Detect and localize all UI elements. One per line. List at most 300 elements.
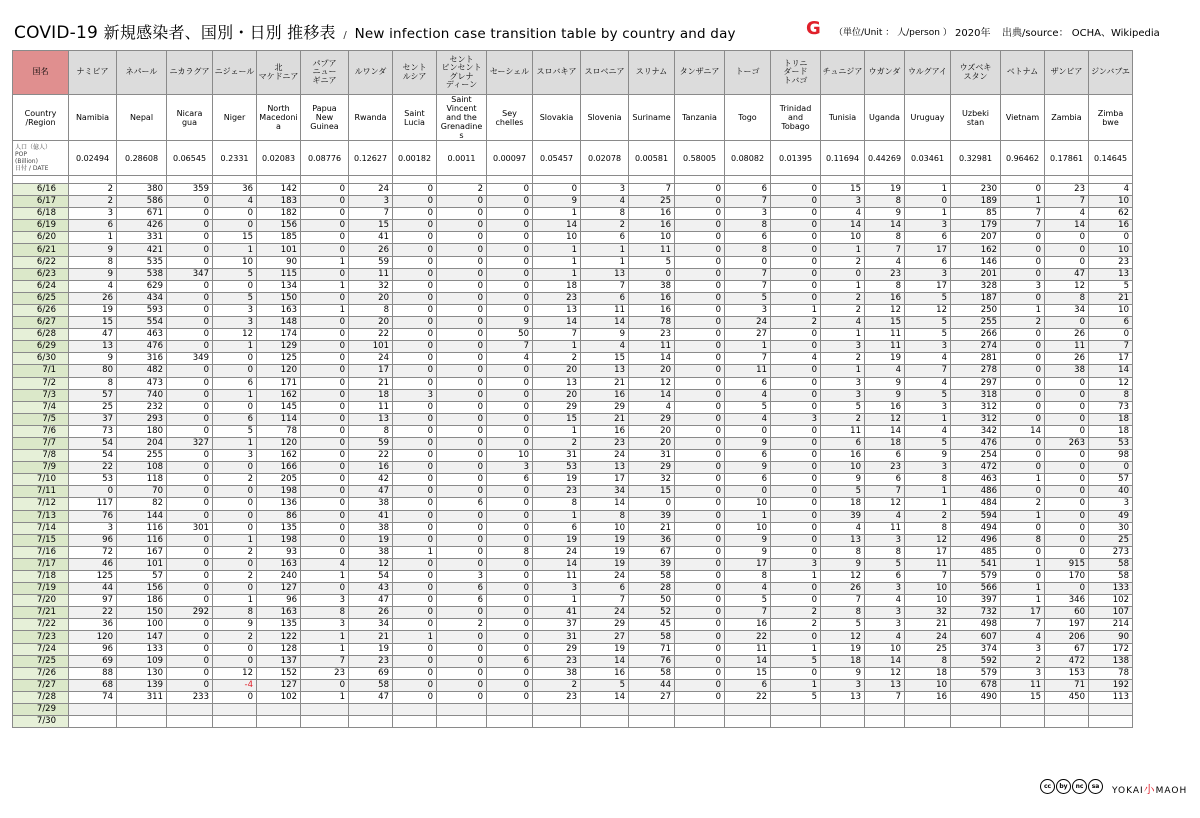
- case-count-cell: 137: [257, 655, 301, 667]
- case-count-cell: 7: [1001, 619, 1045, 631]
- case-count-cell: 0: [675, 571, 725, 583]
- case-count-cell: 3: [301, 619, 349, 631]
- case-count-cell: 206: [1045, 631, 1089, 643]
- case-count-cell: 17: [905, 546, 951, 558]
- case-count-cell: 0: [301, 474, 349, 486]
- case-count-cell: 0: [487, 256, 533, 268]
- case-count-cell: 139: [117, 679, 167, 691]
- case-count-cell: 0: [675, 655, 725, 667]
- case-count-cell: 0: [213, 353, 257, 365]
- case-count-cell: 0: [167, 474, 213, 486]
- country-name-en: Vietnam: [1001, 95, 1045, 141]
- case-count-cell: 170: [1045, 571, 1089, 583]
- case-count-cell: 13: [533, 304, 581, 316]
- page-header: [0, 0, 1200, 48]
- case-count-cell: 0: [167, 256, 213, 268]
- case-count-cell: 0: [675, 595, 725, 607]
- case-count-cell: 0: [1045, 522, 1089, 534]
- case-count-cell: 0: [487, 413, 533, 425]
- case-count-cell: 9: [865, 377, 905, 389]
- case-count-cell: 0: [771, 522, 821, 534]
- case-count-cell: 397: [951, 595, 1001, 607]
- case-count-cell: 133: [117, 643, 167, 655]
- case-count-cell: 13: [349, 413, 393, 425]
- case-count-cell: 485: [951, 546, 1001, 558]
- case-count-cell: 7: [487, 341, 533, 353]
- case-count-cell: 6: [487, 474, 533, 486]
- case-count-cell: 0: [437, 353, 487, 365]
- case-count-cell: 0: [437, 413, 487, 425]
- country-name-jp: ニジェール: [213, 51, 257, 95]
- case-count-cell: 25: [629, 196, 675, 208]
- case-count-cell: 29: [581, 619, 629, 631]
- case-count-cell: 187: [951, 292, 1001, 304]
- case-count-cell: 0: [487, 691, 533, 703]
- case-count-cell: 97: [69, 595, 117, 607]
- case-count-cell: 1: [533, 510, 581, 522]
- case-count-cell: 23: [1045, 184, 1089, 196]
- case-count-cell: 0: [301, 232, 349, 244]
- case-count-cell: 47: [69, 329, 117, 341]
- case-count-cell: 2: [771, 607, 821, 619]
- case-count-cell: 80: [69, 365, 117, 377]
- case-count-cell: 152: [257, 667, 301, 679]
- case-count-cell: 40: [1089, 486, 1133, 498]
- case-count-cell: 6: [213, 377, 257, 389]
- case-count-cell: 1: [771, 304, 821, 316]
- case-count-cell: 20: [349, 317, 393, 329]
- case-count-cell: 18: [349, 389, 393, 401]
- case-count-cell: 14: [1045, 220, 1089, 232]
- case-count-cell: 1: [301, 631, 349, 643]
- case-count-cell: 1: [393, 631, 437, 643]
- case-count-cell: 0: [393, 691, 437, 703]
- case-count-cell: 0: [393, 679, 437, 691]
- case-count-cell: 49: [1089, 510, 1133, 522]
- country-name-en: Slovakia: [533, 95, 581, 141]
- case-count-cell: 1: [1001, 583, 1045, 595]
- case-count-cell: 0: [1045, 510, 1089, 522]
- case-count-cell: 3: [865, 619, 905, 631]
- case-count-cell: 3: [821, 377, 865, 389]
- case-count-cell: 214: [1089, 619, 1133, 631]
- case-count-cell: 0: [437, 450, 487, 462]
- case-count-cell: [349, 704, 393, 716]
- case-count-cell: 0: [437, 280, 487, 292]
- case-count-cell: 57: [69, 389, 117, 401]
- case-count-cell: 109: [117, 655, 167, 667]
- case-count-cell: 201: [951, 268, 1001, 280]
- case-count-cell: 0: [167, 304, 213, 316]
- case-count-cell: 0: [393, 643, 437, 655]
- case-count-cell: 0: [487, 631, 533, 643]
- case-count-cell: 21: [581, 413, 629, 425]
- brand-logo: [1112, 781, 1187, 797]
- case-count-cell: 8: [905, 474, 951, 486]
- pop-date-label: 人口（億人） POP (Billion) 日付 / DATE: [13, 141, 69, 176]
- case-count-cell: 328: [951, 280, 1001, 292]
- case-count-cell: 24: [905, 631, 951, 643]
- population-cell: 0.00182: [393, 141, 437, 176]
- case-count-cell: 0: [675, 365, 725, 377]
- case-count-cell: 0: [1045, 389, 1089, 401]
- case-count-cell: 11: [1001, 679, 1045, 691]
- case-count-cell: 116: [117, 534, 167, 546]
- country-name-en: Nepal: [117, 95, 167, 141]
- case-count-cell: 2: [771, 317, 821, 329]
- case-count-cell: 36: [213, 184, 257, 196]
- country-label-en: Country /Region: [13, 95, 69, 141]
- case-count-cell: 0: [629, 498, 675, 510]
- case-count-cell: 23: [533, 691, 581, 703]
- case-count-cell: 54: [349, 571, 393, 583]
- case-count-cell: 482: [117, 365, 167, 377]
- case-count-cell: 127: [257, 679, 301, 691]
- case-count-cell: 16: [629, 292, 675, 304]
- case-count-cell: [1089, 704, 1133, 716]
- case-count-cell: 67: [629, 546, 675, 558]
- case-count-cell: 5: [1089, 280, 1133, 292]
- case-count-cell: 0: [301, 220, 349, 232]
- case-count-cell: 50: [487, 329, 533, 341]
- case-count-cell: 12: [821, 571, 865, 583]
- case-count-cell: 11: [581, 304, 629, 316]
- case-count-cell: 1: [1001, 474, 1045, 486]
- case-count-cell: 3: [905, 268, 951, 280]
- case-count-cell: 4: [213, 196, 257, 208]
- date-cell: 6/18: [13, 208, 69, 220]
- case-count-cell: 266: [951, 329, 1001, 341]
- population-cell: 0.02078: [581, 141, 629, 176]
- case-count-cell: 0: [167, 631, 213, 643]
- brand-mid: 小: [1143, 783, 1156, 796]
- case-count-cell: 0: [675, 292, 725, 304]
- case-count-cell: 19: [581, 643, 629, 655]
- case-count-cell: 0: [393, 232, 437, 244]
- case-count-cell: 8: [1089, 389, 1133, 401]
- case-count-cell: 281: [951, 353, 1001, 365]
- gap-cell: [821, 176, 865, 184]
- cc-nc-icon: nc: [1072, 779, 1087, 794]
- case-count-cell: 592: [951, 655, 1001, 667]
- country-name-en: Niger: [213, 95, 257, 141]
- case-count-cell: 915: [1045, 558, 1089, 570]
- case-count-cell: 0: [675, 425, 725, 437]
- population-cell: 0.0011: [437, 141, 487, 176]
- table-row: [13, 244, 1133, 256]
- case-count-cell: 0: [1045, 425, 1089, 437]
- case-count-cell: 1: [213, 595, 257, 607]
- case-count-cell: 421: [117, 244, 167, 256]
- case-count-cell: 0: [771, 184, 821, 196]
- case-count-cell: 26: [1045, 329, 1089, 341]
- case-count-cell: 0: [437, 558, 487, 570]
- case-count-cell: 0: [487, 643, 533, 655]
- case-count-cell: 62: [1089, 208, 1133, 220]
- case-count-cell: 0: [487, 401, 533, 413]
- case-count-cell: 78: [1089, 667, 1133, 679]
- country-name-jp: ザンビア: [1045, 51, 1089, 95]
- table-row: [13, 691, 1133, 703]
- case-count-cell: 3: [725, 304, 771, 316]
- date-cell: 7/5: [13, 413, 69, 425]
- country-name-jp: スロバキア: [533, 51, 581, 95]
- case-count-cell: 0: [301, 583, 349, 595]
- case-count-cell: 0: [301, 317, 349, 329]
- case-count-cell: 4: [865, 631, 905, 643]
- case-count-cell: 15: [533, 413, 581, 425]
- population-cell: 0.00581: [629, 141, 675, 176]
- case-count-cell: 204: [117, 437, 167, 449]
- case-count-cell: 2: [533, 437, 581, 449]
- case-count-cell: 0: [487, 583, 533, 595]
- case-count-cell: 0: [771, 256, 821, 268]
- case-count-cell: 0: [393, 619, 437, 631]
- case-count-cell: 0: [393, 401, 437, 413]
- case-count-cell: 0: [437, 486, 487, 498]
- case-count-cell: 26: [69, 292, 117, 304]
- case-count-cell: 12: [865, 498, 905, 510]
- table-row: [13, 486, 1133, 498]
- country-name-en: Slovenia: [581, 95, 629, 141]
- case-count-cell: 24: [349, 184, 393, 196]
- gap-cell: [951, 176, 1001, 184]
- case-count-cell: 14: [865, 655, 905, 667]
- case-count-cell: 12: [865, 667, 905, 679]
- case-count-cell: 671: [117, 208, 167, 220]
- case-count-cell: 67: [1045, 643, 1089, 655]
- case-count-cell: 292: [167, 607, 213, 619]
- case-count-cell: 0: [675, 607, 725, 619]
- country-name-jp: ウガンダ: [865, 51, 905, 95]
- population-cell: 0.32981: [951, 141, 1001, 176]
- case-count-cell: 17: [905, 280, 951, 292]
- case-count-cell: 0: [1001, 329, 1045, 341]
- case-count-cell: 5: [725, 401, 771, 413]
- case-count-cell: 2: [213, 571, 257, 583]
- case-count-cell: 29: [581, 401, 629, 413]
- case-count-cell: 10: [905, 595, 951, 607]
- case-count-cell: 7: [725, 607, 771, 619]
- case-count-cell: 594: [951, 510, 1001, 522]
- case-count-cell: 11: [349, 401, 393, 413]
- case-count-cell: 21: [1089, 292, 1133, 304]
- case-count-cell: 13: [581, 462, 629, 474]
- case-count-cell: 38: [349, 546, 393, 558]
- case-count-cell: 0: [393, 244, 437, 256]
- table-row: [13, 341, 1133, 353]
- case-count-cell: 0: [437, 220, 487, 232]
- case-count-cell: 0: [675, 546, 725, 558]
- case-count-cell: 11: [629, 244, 675, 256]
- case-count-cell: 0: [675, 220, 725, 232]
- case-count-cell: 7: [725, 280, 771, 292]
- case-count-cell: 7: [865, 486, 905, 498]
- case-count-cell: 0: [167, 583, 213, 595]
- country-name-en: Uruguay: [905, 95, 951, 141]
- country-name-jp: セント ビンセント グレナ ディーン: [437, 51, 487, 95]
- case-count-cell: 3: [393, 389, 437, 401]
- case-count-cell: 255: [117, 450, 167, 462]
- case-count-cell: 101: [257, 244, 301, 256]
- case-count-cell: [533, 704, 581, 716]
- case-count-cell: 9: [821, 474, 865, 486]
- case-count-cell: 476: [117, 341, 167, 353]
- brand-left: YOKAI: [1112, 786, 1144, 796]
- case-count-cell: 0: [1001, 450, 1045, 462]
- table-row: [13, 667, 1133, 679]
- case-count-cell: 1: [533, 256, 581, 268]
- case-count-cell: 327: [167, 437, 213, 449]
- table-row: [13, 425, 1133, 437]
- case-count-cell: 566: [951, 583, 1001, 595]
- case-count-cell: 19: [865, 353, 905, 365]
- case-count-cell: 7: [725, 268, 771, 280]
- case-count-cell: 88: [69, 667, 117, 679]
- case-count-cell: [905, 716, 951, 728]
- case-count-cell: 5: [865, 558, 905, 570]
- date-cell: 6/19: [13, 220, 69, 232]
- case-count-cell: 90: [1089, 631, 1133, 643]
- case-count-cell: 11: [629, 341, 675, 353]
- case-count-cell: 5: [771, 655, 821, 667]
- case-count-cell: 2: [213, 546, 257, 558]
- case-count-cell: 0: [301, 184, 349, 196]
- population-cell: 0.02083: [257, 141, 301, 176]
- case-count-cell: 0: [393, 208, 437, 220]
- case-count-cell: 0: [393, 655, 437, 667]
- case-count-cell: 593: [117, 304, 167, 316]
- case-count-cell: 1: [581, 244, 629, 256]
- table-row: [13, 558, 1133, 570]
- header-row-en: [13, 95, 1133, 141]
- case-count-cell: 0: [437, 317, 487, 329]
- table-row: [13, 280, 1133, 292]
- case-count-cell: 22: [69, 462, 117, 474]
- case-count-cell: 0: [301, 329, 349, 341]
- case-count-cell: 14: [581, 317, 629, 329]
- case-count-cell: 39: [629, 510, 675, 522]
- case-count-cell: 148: [257, 317, 301, 329]
- case-count-cell: 10: [725, 522, 771, 534]
- case-count-cell: 0: [771, 486, 821, 498]
- country-name-jp: スリナム: [629, 51, 675, 95]
- country-name-en: Trinidad and Tobago: [771, 95, 821, 141]
- case-count-cell: 0: [301, 208, 349, 220]
- case-count-cell: 2: [533, 679, 581, 691]
- case-count-cell: 14: [533, 558, 581, 570]
- case-count-cell: 0: [437, 377, 487, 389]
- population-cell: 0.58005: [675, 141, 725, 176]
- case-count-cell: 0: [167, 413, 213, 425]
- date-cell: 7/6: [13, 425, 69, 437]
- case-count-cell: 6: [1089, 317, 1133, 329]
- case-count-cell: 0: [301, 425, 349, 437]
- case-count-cell: 318: [951, 389, 1001, 401]
- case-count-cell: 0: [213, 280, 257, 292]
- case-count-cell: 14: [865, 425, 905, 437]
- case-count-cell: 15: [69, 317, 117, 329]
- case-count-cell: 29: [629, 462, 675, 474]
- case-count-cell: 312: [951, 413, 1001, 425]
- case-count-cell: 163: [257, 607, 301, 619]
- case-count-cell: 0: [301, 401, 349, 413]
- date-cell: 7/27: [13, 679, 69, 691]
- population-cell: 0.05457: [533, 141, 581, 176]
- case-count-cell: 7: [581, 595, 629, 607]
- case-count-cell: 10: [213, 256, 257, 268]
- case-count-cell: 0: [1001, 486, 1045, 498]
- case-count-cell: 23: [301, 667, 349, 679]
- case-count-cell: 0: [487, 522, 533, 534]
- case-count-cell: [821, 704, 865, 716]
- case-count-cell: 740: [117, 389, 167, 401]
- case-count-cell: 10: [725, 498, 771, 510]
- case-count-cell: 8: [821, 546, 865, 558]
- case-count-cell: 16: [629, 220, 675, 232]
- case-count-cell: 0: [487, 244, 533, 256]
- case-count-cell: 69: [69, 655, 117, 667]
- case-count-cell: 2: [69, 196, 117, 208]
- country-name-jp: ウルグアイ: [905, 51, 951, 95]
- case-count-cell: 8: [213, 607, 257, 619]
- case-count-cell: 1: [533, 425, 581, 437]
- case-count-cell: 0: [1089, 232, 1133, 244]
- case-count-cell: 311: [117, 691, 167, 703]
- country-name-jp: ウズベキ スタン: [951, 51, 1001, 95]
- case-count-cell: 0: [167, 643, 213, 655]
- table-row: [13, 498, 1133, 510]
- date-cell: 7/14: [13, 522, 69, 534]
- case-count-cell: 293: [117, 413, 167, 425]
- case-count-cell: 278: [951, 365, 1001, 377]
- case-count-cell: 0: [437, 341, 487, 353]
- case-count-cell: 41: [349, 510, 393, 522]
- case-count-cell: 20: [629, 365, 675, 377]
- population-cell: 0.08082: [725, 141, 771, 176]
- case-count-cell: 26: [821, 583, 865, 595]
- country-name-jp: パプア ニュー ギニア: [301, 51, 349, 95]
- case-count-cell: 240: [257, 571, 301, 583]
- case-count-cell: 38: [1045, 365, 1089, 377]
- case-count-cell: [581, 716, 629, 728]
- case-count-cell: 8: [349, 425, 393, 437]
- case-count-cell: 7: [1001, 220, 1045, 232]
- case-count-cell: [1045, 704, 1089, 716]
- case-count-cell: 156: [117, 583, 167, 595]
- case-count-cell: [117, 716, 167, 728]
- case-count-cell: 57: [117, 571, 167, 583]
- case-count-cell: 538: [117, 268, 167, 280]
- case-count-cell: 96: [69, 643, 117, 655]
- case-count-cell: [951, 704, 1001, 716]
- case-count-cell: 10: [821, 462, 865, 474]
- case-count-cell: 0: [1045, 498, 1089, 510]
- case-count-cell: 1: [821, 329, 865, 341]
- case-count-cell: 30: [1089, 522, 1133, 534]
- country-name-en: Suriname: [629, 95, 675, 141]
- country-name-jp: ネパール: [117, 51, 167, 95]
- table-row: [13, 643, 1133, 655]
- case-count-cell: 0: [905, 196, 951, 208]
- case-count-cell: 17: [581, 474, 629, 486]
- case-count-cell: 0: [167, 571, 213, 583]
- case-count-cell: 3: [1001, 667, 1045, 679]
- case-count-cell: 2: [821, 413, 865, 425]
- case-count-cell: 127: [257, 583, 301, 595]
- date-cell: 6/20: [13, 232, 69, 244]
- case-count-cell: 115: [257, 268, 301, 280]
